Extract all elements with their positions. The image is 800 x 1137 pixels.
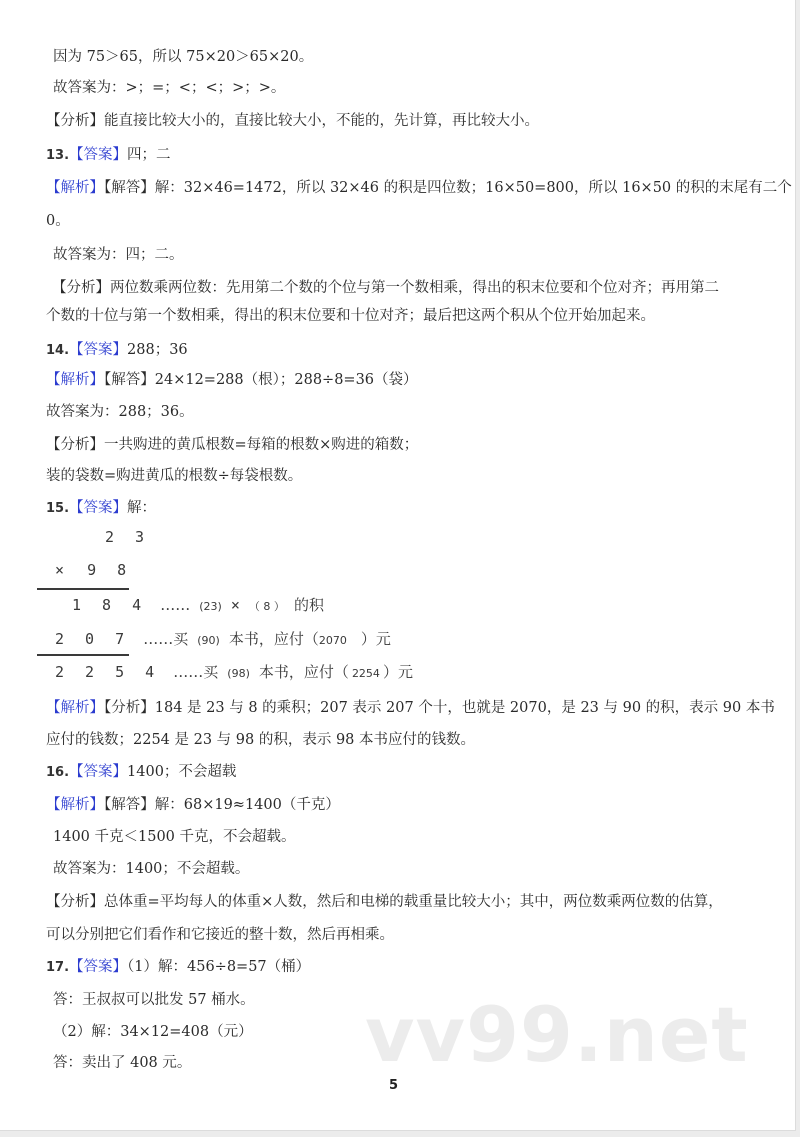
multiplier-row [55,560,132,580]
fenxi-label: 【分析】 [46,894,104,910]
watermark: vv99.net [365,990,749,1079]
q12-reason-line: 因为 75＞65，所以 75×20＞65×20。 [53,49,314,65]
analysis-label: 【解析】 [46,180,104,196]
q15-answer-line [46,498,156,519]
answer-label: 【答案】 [69,764,128,780]
multiplicand: 2 3 [105,528,151,546]
note-suffix: ）元 [360,630,391,648]
total-product: 2 2 5 4 [55,663,161,681]
answer-text: 解： [127,500,157,516]
fenxi-text: 184 是 23 与 8 的乘积；207 表示 207 个十，也就是 2070，是 23 与 90 的积，表示 90 本书 [154,700,775,716]
q16-final-answer: 故答案为：1400；不会超载。 [53,861,250,877]
question-number: 13. [46,148,70,163]
partial-product-1: 1 8 4 [72,596,148,614]
fenxi-text: 能直接比较大小的，直接比较大小，不能的，先计算，再比较大小。 [104,113,539,129]
question-number: 17. [46,960,70,975]
product-suffix: 的积 [293,596,324,614]
q13-answer-line [46,145,171,166]
amount: 2070 [318,634,347,647]
answer-label: 【答案】 [69,959,128,975]
q16-solution-line [46,795,340,815]
q14-solution-line [46,370,418,390]
q13-final-answer: 故答案为：四；二。 [53,247,184,263]
fenxi-label: 【分析】 [52,280,110,296]
q15-analysis-line1 [46,698,775,718]
q13-solution-line2: 0。 [46,213,70,229]
answer-text: 288；36 [127,342,188,358]
note-prefix: ……买 [143,630,189,648]
factor-a: (23) [199,600,222,613]
q12-analysis [46,111,539,131]
solution-text: 解：68×19≈1400（千克） [154,797,340,813]
solution-label: 【解答】 [104,372,155,388]
q14-answer-line [46,340,188,361]
analysis-label: 【解析】 [46,797,104,813]
question-number: 15. [46,501,70,516]
answer-text: 1400；不会超载 [127,764,237,780]
page-number: 5 [389,1078,399,1093]
answer-text: 四；二 [127,147,171,163]
product-divider-line [37,588,129,590]
fenxi-label: 【分析】 [46,113,104,129]
book-count: (98) [227,667,250,680]
q16-answer-line [46,762,236,783]
multiplier: 9 8 [87,561,133,579]
q17-part2-solution: （2）解：34×12=408（元） [53,1024,253,1040]
answer-label: 【答案】 [69,147,128,163]
q16-compare-line: 1400 千克＜1500 千克，不会超载。 [53,829,296,845]
partial-product-2-row [55,629,391,651]
vertical-multiplication [55,525,455,690]
solution-label: 【解答】 [104,180,155,196]
question-number: 16. [46,765,70,780]
q13-analysis-line2: 个数的十位与第一个数相乘，得出的积末位要和十位对齐；最后把这两个积从个位开始加起来。 [46,308,655,324]
analysis-label: 【解析】 [46,372,104,388]
fenxi-text: 两位数乘两位数：先用第二个数的个位与第一个数相乘，得出的积末位要和个位对齐；再用第二 [110,280,719,296]
partial-product-1-row [72,595,324,617]
q16-analysis-line2: 可以分别把它们看作和它接近的整十数，然后再相乘。 [46,927,394,943]
factor-b: （ 8 ） [248,600,285,613]
q17-answer-line [46,957,310,978]
fenxi-label: 【分析】 [46,437,104,453]
q15-analysis-line2: 应付的钱数；2254 是 23 与 98 的积，表示 98 本书应付的钱数。 [46,732,476,748]
total-product-row [55,662,413,684]
solution-text: 解：32×46=1472，所以 32×46 的积是四位数；16×50=800，所以 16×50 的积的末尾有二个 [154,180,792,196]
fenxi-label: 【分析】 [104,700,155,716]
times-sign: × [230,596,240,614]
q14-final-answer: 故答案为：288；36。 [46,404,194,420]
solution-label: 【解答】 [104,797,155,813]
sum-divider-line [37,654,129,656]
q13-analysis-line1 [52,278,719,298]
q17-part1-answer: 答：王叔叔可以批发 57 桶水。 [53,992,255,1008]
q17-part2-answer: 答：卖出了 408 元。 [53,1055,192,1071]
dots: …… [160,596,191,614]
note-suffix: ）元 [382,663,413,681]
note-mid: 本书，应付（ [228,630,319,648]
amount: 2254 [351,667,380,680]
q12-final-answer: 故答案为：>；=；<；<；>；>。 [53,80,286,96]
q13-solution-line1 [46,178,792,198]
question-number: 14. [46,343,70,358]
answer-label: 【答案】 [69,500,128,516]
part1-solution: （1）解：456÷8=57（桶） [127,959,311,975]
times-operator: × [55,561,65,579]
solution-text: 24×12=288（根）；288÷8=36（袋） [154,372,418,388]
analysis-label: 【解析】 [46,700,104,716]
answer-label: 【答案】 [69,342,128,358]
q14-analysis-line1 [46,435,418,455]
q14-analysis-line2: 装的袋数=购进黄瓜的根数÷每袋根数。 [46,468,303,484]
fenxi-text: 总体重=平均每人的体重×人数，然后和电梯的载重量比较大小；其中，两位数乘两位数的估算， [104,894,723,910]
note-mid: 本书，应付（ [258,663,349,681]
note-prefix: ……买 [173,663,219,681]
q16-analysis-line1 [46,892,723,912]
book-count: (90) [197,634,220,647]
partial-product-2: 2 0 7 [55,630,131,648]
fenxi-text: 一共购进的黄瓜根数=每箱的根数×购进的箱数； [104,437,419,453]
